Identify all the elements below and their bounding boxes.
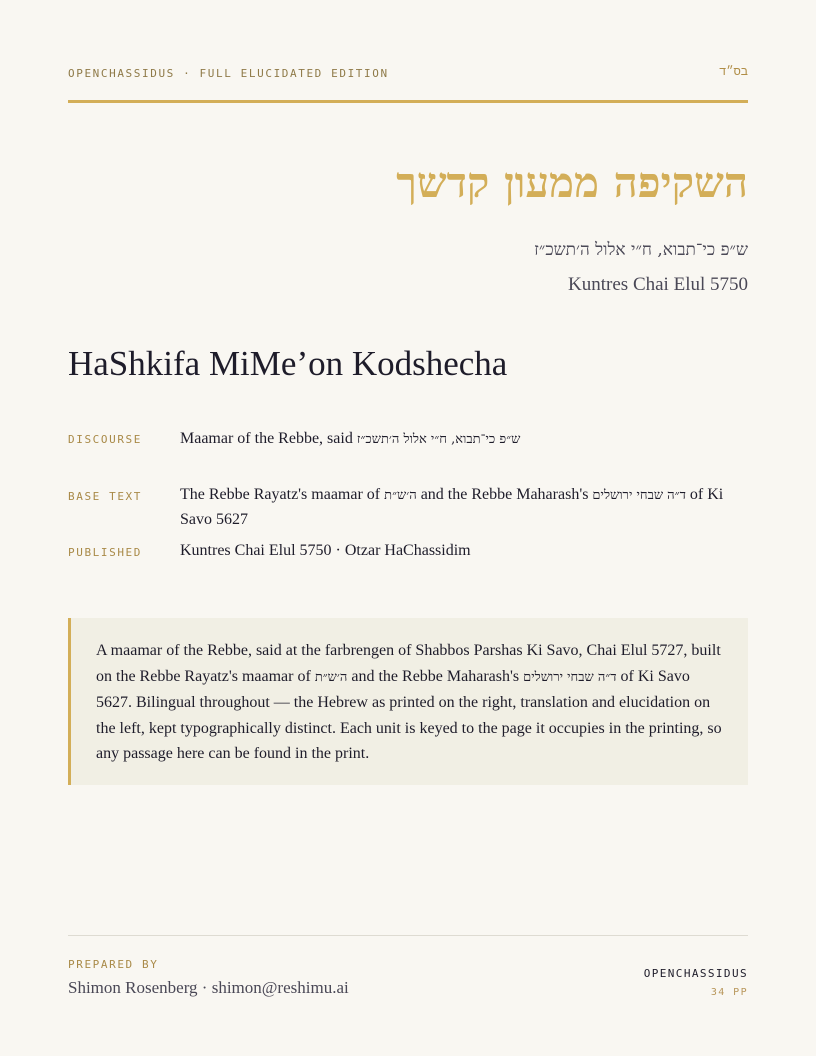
footer-brand: OPENCHASSIDUS — [643, 967, 748, 980]
discourse-hebrew: ש״פ כי־תבוא, ח״י אלול ה׳תשכ״ז — [356, 432, 521, 447]
base-text-part1: The Rebbe Rayatz's maamar of — [180, 486, 381, 503]
top-header — [68, 60, 748, 103]
base-text-part3: of Ki Savo 5627 — [180, 486, 724, 528]
published-label: PUBLISHED — [68, 546, 143, 559]
english-title: HaShkifa MiMe’on Kodshecha — [68, 344, 508, 383]
edition-label: OPENCHASSIDUS · FULL ELUCIDATED EDITION — [68, 67, 389, 80]
prepared-by-name: Shimon Rosenberg · shimon@reshimu.ai — [68, 978, 349, 997]
abstract-hebrew1: ה׳ש״ת — [314, 669, 348, 685]
hebrew-subtitle: ש״פ כי־תבוא, ח״י אלול ה׳תשכ״ז — [534, 240, 748, 260]
base-text-hebrew1: ה׳ש״ת — [384, 488, 417, 503]
publication-subtitle: Kuntres Chai Elul 5750 — [568, 274, 748, 295]
footer-divider — [68, 935, 748, 936]
discourse-label: DISCOURSE — [68, 433, 143, 446]
abstract-part3: of Ki Savo 5627. Bilingual throughout — the Hebrew as printed on the right, translation and elucidation on the left, kept typographically distinct. Each unit is keyed to the page it occupies in the printing, so any passage here can be found in the print. — [96, 667, 722, 763]
base-text-part2: and the Rebbe Maharash's — [420, 486, 589, 503]
published-value: Kuntres Chai Elul 5750 · Otzar HaChassidim — [180, 542, 471, 559]
discourse-text: Maamar of the Rebbe, said — [180, 430, 353, 447]
base-text-value — [180, 483, 748, 532]
hebrew-title: השקיפה ממעון קדשך — [396, 158, 748, 207]
base-text-label: BASE TEXT — [68, 490, 143, 503]
prepared-by-label: PREPARED BY — [68, 958, 159, 971]
page-count: 34 PP — [710, 987, 748, 998]
abstract-part2: and the Rebbe Maharash's — [351, 667, 520, 685]
base-text-hebrew2: ד״ה שבחי ירושלים — [592, 488, 686, 503]
bsd-mark: בס״ד — [719, 64, 748, 78]
abstract-hebrew2: ד״ה שבחי ירושלים — [523, 669, 617, 685]
abstract-part1: A maamar of the Rebbe, said at the farbrengen of Shabbos Parshas Ki Savo, Chai Elul 5727, built on the Rebbe Rayatz's maamar of — [96, 642, 721, 685]
abstract-box — [68, 618, 748, 785]
discourse-value — [180, 427, 748, 452]
